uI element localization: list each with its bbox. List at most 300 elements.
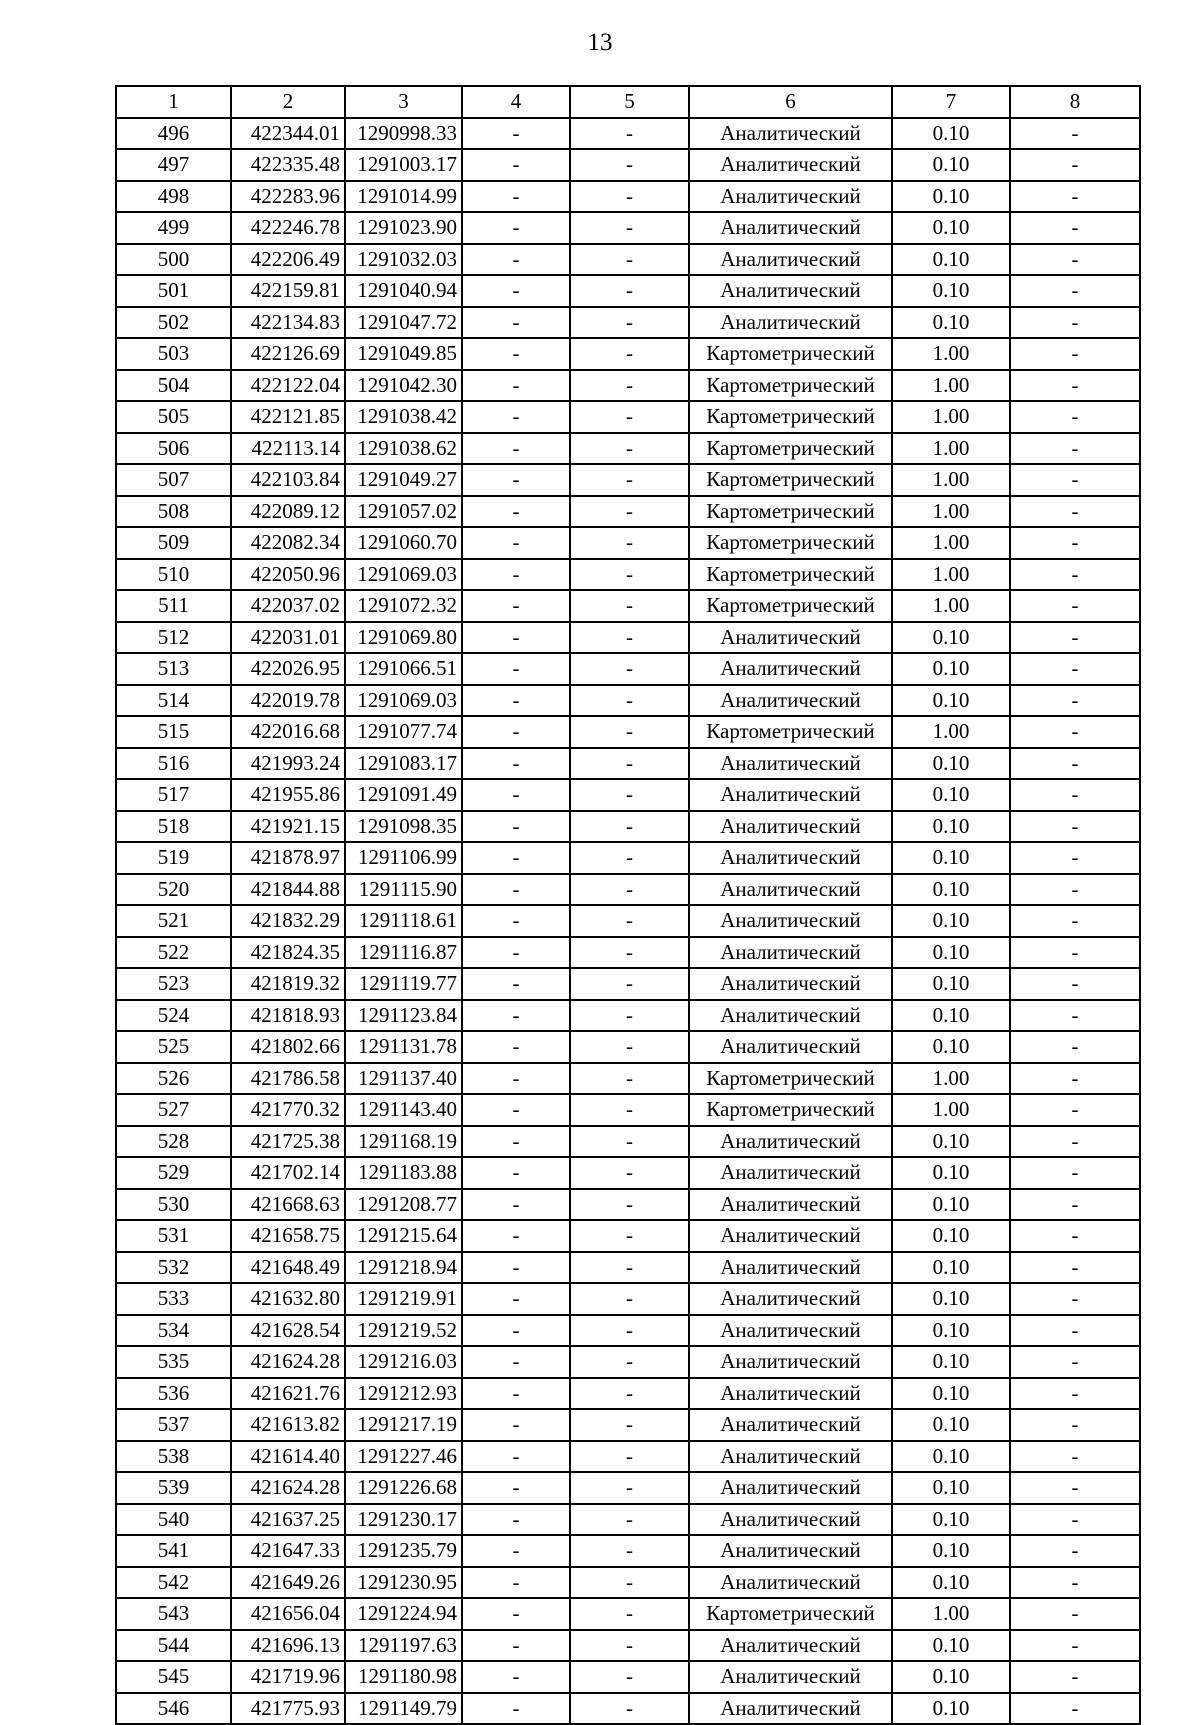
accuracy-cell: 0.10 — [892, 1378, 1010, 1410]
col-5-cell: - — [570, 1504, 689, 1536]
col-4-cell: - — [462, 370, 570, 402]
col-4-cell: - — [462, 338, 570, 370]
y-coordinate-cell: 1291215.64 — [345, 1220, 462, 1252]
method-cell: Картометрический — [689, 1094, 892, 1126]
accuracy-cell: 0.10 — [892, 905, 1010, 937]
table-body — [116, 118, 1140, 1725]
col-4-cell: - — [462, 1126, 570, 1158]
col-4-cell: - — [462, 716, 570, 748]
col-5-cell: - — [570, 338, 689, 370]
method-cell: Аналитический — [689, 1409, 892, 1441]
col-4-cell: - — [462, 1535, 570, 1567]
x-coordinate-cell: 421696.13 — [231, 1630, 345, 1662]
table-row — [116, 874, 1140, 906]
x-coordinate-cell: 422089.12 — [231, 496, 345, 528]
col-5-cell: - — [570, 212, 689, 244]
table-row — [116, 1283, 1140, 1315]
method-cell: Картометрический — [689, 496, 892, 528]
x-coordinate-cell: 421632.80 — [231, 1283, 345, 1315]
table-row — [116, 1441, 1140, 1473]
table-row — [116, 1252, 1140, 1284]
accuracy-cell: 0.10 — [892, 181, 1010, 213]
x-coordinate-cell: 422031.01 — [231, 622, 345, 654]
y-coordinate-cell: 1291047.72 — [345, 307, 462, 339]
col-8-cell: - — [1010, 905, 1140, 937]
col-5-cell: - — [570, 968, 689, 1000]
col-8-cell: - — [1010, 685, 1140, 717]
method-cell: Аналитический — [689, 1315, 892, 1347]
table-row — [116, 842, 1140, 874]
accuracy-cell: 0.10 — [892, 1252, 1010, 1284]
col-8-cell: - — [1010, 338, 1140, 370]
point-number-cell: 501 — [116, 275, 231, 307]
y-coordinate-cell: 1291023.90 — [345, 212, 462, 244]
accuracy-cell: 1.00 — [892, 527, 1010, 559]
col-5-cell: - — [570, 307, 689, 339]
col-8-cell: - — [1010, 307, 1140, 339]
column-header: 2 — [231, 86, 345, 118]
col-4-cell: - — [462, 433, 570, 465]
x-coordinate-cell: 422113.14 — [231, 433, 345, 465]
x-coordinate-cell: 421702.14 — [231, 1157, 345, 1189]
col-4-cell: - — [462, 212, 570, 244]
x-coordinate-cell: 421649.26 — [231, 1567, 345, 1599]
accuracy-cell: 0.10 — [892, 275, 1010, 307]
col-4-cell: - — [462, 1661, 570, 1693]
point-number-cell: 541 — [116, 1535, 231, 1567]
col-8-cell: - — [1010, 590, 1140, 622]
x-coordinate-cell: 421628.54 — [231, 1315, 345, 1347]
accuracy-cell: 1.00 — [892, 590, 1010, 622]
point-number-cell: 531 — [116, 1220, 231, 1252]
x-coordinate-cell: 421786.58 — [231, 1063, 345, 1095]
col-4-cell: - — [462, 1504, 570, 1536]
col-5-cell: - — [570, 1693, 689, 1725]
col-5-cell: - — [570, 590, 689, 622]
col-4-cell: - — [462, 842, 570, 874]
point-number-cell: 504 — [116, 370, 231, 402]
point-number-cell: 506 — [116, 433, 231, 465]
table-row — [116, 1094, 1140, 1126]
y-coordinate-cell: 1291072.32 — [345, 590, 462, 622]
col-5-cell: - — [570, 937, 689, 969]
col-8-cell: - — [1010, 275, 1140, 307]
col-4-cell: - — [462, 1598, 570, 1630]
x-coordinate-cell: 422283.96 — [231, 181, 345, 213]
col-8-cell: - — [1010, 842, 1140, 874]
method-cell: Аналитический — [689, 1567, 892, 1599]
col-4-cell: - — [462, 1157, 570, 1189]
col-8-cell: - — [1010, 1472, 1140, 1504]
x-coordinate-cell: 421832.29 — [231, 905, 345, 937]
accuracy-cell: 0.10 — [892, 1000, 1010, 1032]
col-4-cell: - — [462, 464, 570, 496]
col-8-cell: - — [1010, 401, 1140, 433]
x-coordinate-cell: 422103.84 — [231, 464, 345, 496]
method-cell: Аналитический — [689, 1283, 892, 1315]
point-number-cell: 510 — [116, 559, 231, 591]
col-4-cell: - — [462, 748, 570, 780]
col-8-cell: - — [1010, 181, 1140, 213]
col-5-cell: - — [570, 244, 689, 276]
point-number-cell: 512 — [116, 622, 231, 654]
point-number-cell: 533 — [116, 1283, 231, 1315]
col-8-cell: - — [1010, 1126, 1140, 1158]
point-number-cell: 540 — [116, 1504, 231, 1536]
y-coordinate-cell: 1291116.87 — [345, 937, 462, 969]
table-row — [116, 496, 1140, 528]
y-coordinate-cell: 1291224.94 — [345, 1598, 462, 1630]
col-5-cell: - — [570, 685, 689, 717]
column-header: 3 — [345, 86, 462, 118]
accuracy-cell: 1.00 — [892, 1094, 1010, 1126]
column-header: 1 — [116, 86, 231, 118]
point-number-cell: 516 — [116, 748, 231, 780]
point-number-cell: 509 — [116, 527, 231, 559]
col-5-cell: - — [570, 1378, 689, 1410]
accuracy-cell: 0.10 — [892, 1504, 1010, 1536]
point-number-cell: 535 — [116, 1346, 231, 1378]
table-row — [116, 370, 1140, 402]
table-row — [116, 905, 1140, 937]
point-number-cell: 508 — [116, 496, 231, 528]
col-8-cell: - — [1010, 370, 1140, 402]
y-coordinate-cell: 1291197.63 — [345, 1630, 462, 1662]
col-8-cell: - — [1010, 1661, 1140, 1693]
point-number-cell: 497 — [116, 149, 231, 181]
y-coordinate-cell: 1291168.19 — [345, 1126, 462, 1158]
col-8-cell: - — [1010, 1693, 1140, 1725]
accuracy-cell: 0.10 — [892, 779, 1010, 811]
method-cell: Аналитический — [689, 748, 892, 780]
method-cell: Картометрический — [689, 1063, 892, 1095]
col-4-cell: - — [462, 118, 570, 150]
y-coordinate-cell: 1291083.17 — [345, 748, 462, 780]
y-coordinate-cell: 1291098.35 — [345, 811, 462, 843]
y-coordinate-cell: 1291038.62 — [345, 433, 462, 465]
x-coordinate-cell: 421637.25 — [231, 1504, 345, 1536]
table-row — [116, 118, 1140, 150]
col-4-cell: - — [462, 1252, 570, 1284]
col-8-cell: - — [1010, 118, 1140, 150]
y-coordinate-cell: 1290998.33 — [345, 118, 462, 150]
table-row — [116, 559, 1140, 591]
y-coordinate-cell: 1291091.49 — [345, 779, 462, 811]
x-coordinate-cell: 422206.49 — [231, 244, 345, 276]
y-coordinate-cell: 1291230.95 — [345, 1567, 462, 1599]
column-header: 7 — [892, 86, 1010, 118]
table-row — [116, 1063, 1140, 1095]
x-coordinate-cell: 421656.04 — [231, 1598, 345, 1630]
col-8-cell: - — [1010, 811, 1140, 843]
table-row — [116, 1126, 1140, 1158]
y-coordinate-cell: 1291049.85 — [345, 338, 462, 370]
table-row — [116, 1661, 1140, 1693]
col-8-cell: - — [1010, 1000, 1140, 1032]
y-coordinate-cell: 1291219.91 — [345, 1283, 462, 1315]
accuracy-cell: 1.00 — [892, 716, 1010, 748]
method-cell: Картометрический — [689, 590, 892, 622]
point-number-cell: 498 — [116, 181, 231, 213]
y-coordinate-cell: 1291226.68 — [345, 1472, 462, 1504]
col-5-cell: - — [570, 842, 689, 874]
point-number-cell: 544 — [116, 1630, 231, 1662]
accuracy-cell: 1.00 — [892, 338, 1010, 370]
table-row — [116, 937, 1140, 969]
point-number-cell: 539 — [116, 1472, 231, 1504]
col-5-cell: - — [570, 874, 689, 906]
col-5-cell: - — [570, 1315, 689, 1347]
col-4-cell: - — [462, 1567, 570, 1599]
col-8-cell: - — [1010, 1157, 1140, 1189]
accuracy-cell: 0.10 — [892, 212, 1010, 244]
point-number-cell: 545 — [116, 1661, 231, 1693]
x-coordinate-cell: 421621.76 — [231, 1378, 345, 1410]
table-row — [116, 1504, 1140, 1536]
table-row — [116, 1630, 1140, 1662]
y-coordinate-cell: 1291212.93 — [345, 1378, 462, 1410]
y-coordinate-cell: 1291014.99 — [345, 181, 462, 213]
table-row — [116, 401, 1140, 433]
col-4-cell: - — [462, 307, 570, 339]
accuracy-cell: 1.00 — [892, 1063, 1010, 1095]
accuracy-cell: 0.10 — [892, 622, 1010, 654]
table-row — [116, 1378, 1140, 1410]
point-number-cell: 528 — [116, 1126, 231, 1158]
column-header: 8 — [1010, 86, 1140, 118]
col-8-cell: - — [1010, 527, 1140, 559]
y-coordinate-cell: 1291216.03 — [345, 1346, 462, 1378]
col-8-cell: - — [1010, 433, 1140, 465]
method-cell: Аналитический — [689, 842, 892, 874]
col-5-cell: - — [570, 1598, 689, 1630]
y-coordinate-cell: 1291038.42 — [345, 401, 462, 433]
accuracy-cell: 0.10 — [892, 653, 1010, 685]
col-8-cell: - — [1010, 1441, 1140, 1473]
col-8-cell: - — [1010, 622, 1140, 654]
table-row — [116, 1189, 1140, 1221]
method-cell: Аналитический — [689, 811, 892, 843]
table-row — [116, 1535, 1140, 1567]
y-coordinate-cell: 1291219.52 — [345, 1315, 462, 1347]
method-cell: Аналитический — [689, 181, 892, 213]
accuracy-cell: 0.10 — [892, 1031, 1010, 1063]
accuracy-cell: 0.10 — [892, 842, 1010, 874]
table-row — [116, 1031, 1140, 1063]
y-coordinate-cell: 1291230.17 — [345, 1504, 462, 1536]
col-5-cell: - — [570, 1409, 689, 1441]
x-coordinate-cell: 421658.75 — [231, 1220, 345, 1252]
col-4-cell: - — [462, 1031, 570, 1063]
accuracy-cell: 1.00 — [892, 370, 1010, 402]
col-5-cell: - — [570, 433, 689, 465]
col-8-cell: - — [1010, 212, 1140, 244]
accuracy-cell: 0.10 — [892, 244, 1010, 276]
x-coordinate-cell: 422344.01 — [231, 118, 345, 150]
x-coordinate-cell: 421770.32 — [231, 1094, 345, 1126]
x-coordinate-cell: 421668.63 — [231, 1189, 345, 1221]
x-coordinate-cell: 422335.48 — [231, 149, 345, 181]
col-5-cell: - — [570, 1630, 689, 1662]
col-5-cell: - — [570, 401, 689, 433]
coordinates-table — [115, 85, 1141, 1725]
method-cell: Аналитический — [689, 653, 892, 685]
y-coordinate-cell: 1291040.94 — [345, 275, 462, 307]
col-4-cell: - — [462, 1472, 570, 1504]
col-5-cell: - — [570, 370, 689, 402]
y-coordinate-cell: 1291032.03 — [345, 244, 462, 276]
col-4-cell: - — [462, 1378, 570, 1410]
table-row — [116, 968, 1140, 1000]
method-cell: Аналитический — [689, 307, 892, 339]
accuracy-cell: 0.10 — [892, 118, 1010, 150]
accuracy-cell: 0.10 — [892, 1346, 1010, 1378]
col-4-cell: - — [462, 1094, 570, 1126]
y-coordinate-cell: 1291049.27 — [345, 464, 462, 496]
x-coordinate-cell: 421648.49 — [231, 1252, 345, 1284]
y-coordinate-cell: 1291069.80 — [345, 622, 462, 654]
col-8-cell: - — [1010, 464, 1140, 496]
x-coordinate-cell: 421921.15 — [231, 811, 345, 843]
col-8-cell: - — [1010, 1504, 1140, 1536]
col-8-cell: - — [1010, 1409, 1140, 1441]
col-8-cell: - — [1010, 1315, 1140, 1347]
col-4-cell: - — [462, 401, 570, 433]
y-coordinate-cell: 1291149.79 — [345, 1693, 462, 1725]
accuracy-cell: 0.10 — [892, 1535, 1010, 1567]
accuracy-cell: 0.10 — [892, 1126, 1010, 1158]
y-coordinate-cell: 1291118.61 — [345, 905, 462, 937]
x-coordinate-cell: 421614.40 — [231, 1441, 345, 1473]
col-8-cell: - — [1010, 244, 1140, 276]
x-coordinate-cell: 422037.02 — [231, 590, 345, 622]
col-8-cell: - — [1010, 1094, 1140, 1126]
accuracy-cell: 0.10 — [892, 149, 1010, 181]
col-8-cell: - — [1010, 653, 1140, 685]
point-number-cell: 537 — [116, 1409, 231, 1441]
x-coordinate-cell: 421624.28 — [231, 1472, 345, 1504]
col-4-cell: - — [462, 1630, 570, 1662]
accuracy-cell: 0.10 — [892, 307, 1010, 339]
accuracy-cell: 1.00 — [892, 1598, 1010, 1630]
page-number: 13 — [587, 29, 613, 56]
col-4-cell: - — [462, 559, 570, 591]
x-coordinate-cell: 422082.34 — [231, 527, 345, 559]
col-8-cell: - — [1010, 149, 1140, 181]
table-row — [116, 433, 1140, 465]
y-coordinate-cell: 1291077.74 — [345, 716, 462, 748]
col-8-cell: - — [1010, 1567, 1140, 1599]
table-row — [116, 1157, 1140, 1189]
x-coordinate-cell: 422050.96 — [231, 559, 345, 591]
col-4-cell: - — [462, 811, 570, 843]
method-cell: Аналитический — [689, 1220, 892, 1252]
col-5-cell: - — [570, 1126, 689, 1158]
col-8-cell: - — [1010, 1630, 1140, 1662]
y-coordinate-cell: 1291235.79 — [345, 1535, 462, 1567]
x-coordinate-cell: 421993.24 — [231, 748, 345, 780]
col-5-cell: - — [570, 1000, 689, 1032]
accuracy-cell: 0.10 — [892, 685, 1010, 717]
point-number-cell: 527 — [116, 1094, 231, 1126]
point-number-cell: 514 — [116, 685, 231, 717]
col-4-cell: - — [462, 1693, 570, 1725]
col-5-cell: - — [570, 779, 689, 811]
point-number-cell: 500 — [116, 244, 231, 276]
col-8-cell: - — [1010, 559, 1140, 591]
point-number-cell: 546 — [116, 1693, 231, 1725]
point-number-cell: 515 — [116, 716, 231, 748]
point-number-cell: 538 — [116, 1441, 231, 1473]
table-row — [116, 748, 1140, 780]
y-coordinate-cell: 1291066.51 — [345, 653, 462, 685]
column-header: 5 — [570, 86, 689, 118]
x-coordinate-cell: 422019.78 — [231, 685, 345, 717]
y-coordinate-cell: 1291119.77 — [345, 968, 462, 1000]
method-cell: Аналитический — [689, 1157, 892, 1189]
x-coordinate-cell: 421613.82 — [231, 1409, 345, 1441]
col-8-cell: - — [1010, 937, 1140, 969]
table-row — [116, 1220, 1140, 1252]
point-number-cell: 526 — [116, 1063, 231, 1095]
point-number-cell: 521 — [116, 905, 231, 937]
col-4-cell: - — [462, 1409, 570, 1441]
point-number-cell: 523 — [116, 968, 231, 1000]
y-coordinate-cell: 1291180.98 — [345, 1661, 462, 1693]
accuracy-cell: 0.10 — [892, 937, 1010, 969]
table-row — [116, 1598, 1140, 1630]
col-8-cell: - — [1010, 874, 1140, 906]
method-cell: Аналитический — [689, 1252, 892, 1284]
col-4-cell: - — [462, 1000, 570, 1032]
method-cell: Картометрический — [689, 527, 892, 559]
accuracy-cell: 0.10 — [892, 1283, 1010, 1315]
accuracy-cell: 1.00 — [892, 559, 1010, 591]
y-coordinate-cell: 1291106.99 — [345, 842, 462, 874]
method-cell: Аналитический — [689, 1378, 892, 1410]
col-8-cell: - — [1010, 1189, 1140, 1221]
col-5-cell: - — [570, 1567, 689, 1599]
method-cell: Аналитический — [689, 275, 892, 307]
method-cell: Аналитический — [689, 779, 892, 811]
col-4-cell: - — [462, 181, 570, 213]
point-number-cell: 532 — [116, 1252, 231, 1284]
method-cell: Картометрический — [689, 464, 892, 496]
column-header: 6 — [689, 86, 892, 118]
point-number-cell: 543 — [116, 1598, 231, 1630]
col-8-cell: - — [1010, 1031, 1140, 1063]
table-row — [116, 1346, 1140, 1378]
accuracy-cell: 0.10 — [892, 1630, 1010, 1662]
x-coordinate-cell: 421775.93 — [231, 1693, 345, 1725]
col-4-cell: - — [462, 1220, 570, 1252]
col-8-cell: - — [1010, 748, 1140, 780]
col-8-cell: - — [1010, 1283, 1140, 1315]
col-5-cell: - — [570, 1157, 689, 1189]
col-4-cell: - — [462, 905, 570, 937]
method-cell: Аналитический — [689, 212, 892, 244]
table-row — [116, 275, 1140, 307]
method-cell: Аналитический — [689, 1535, 892, 1567]
point-number-cell: 534 — [116, 1315, 231, 1347]
col-5-cell: - — [570, 716, 689, 748]
accuracy-cell: 0.10 — [892, 1693, 1010, 1725]
accuracy-cell: 0.10 — [892, 748, 1010, 780]
col-5-cell: - — [570, 1220, 689, 1252]
method-cell: Аналитический — [689, 1031, 892, 1063]
method-cell: Аналитический — [689, 1504, 892, 1536]
header-row — [116, 86, 1140, 118]
